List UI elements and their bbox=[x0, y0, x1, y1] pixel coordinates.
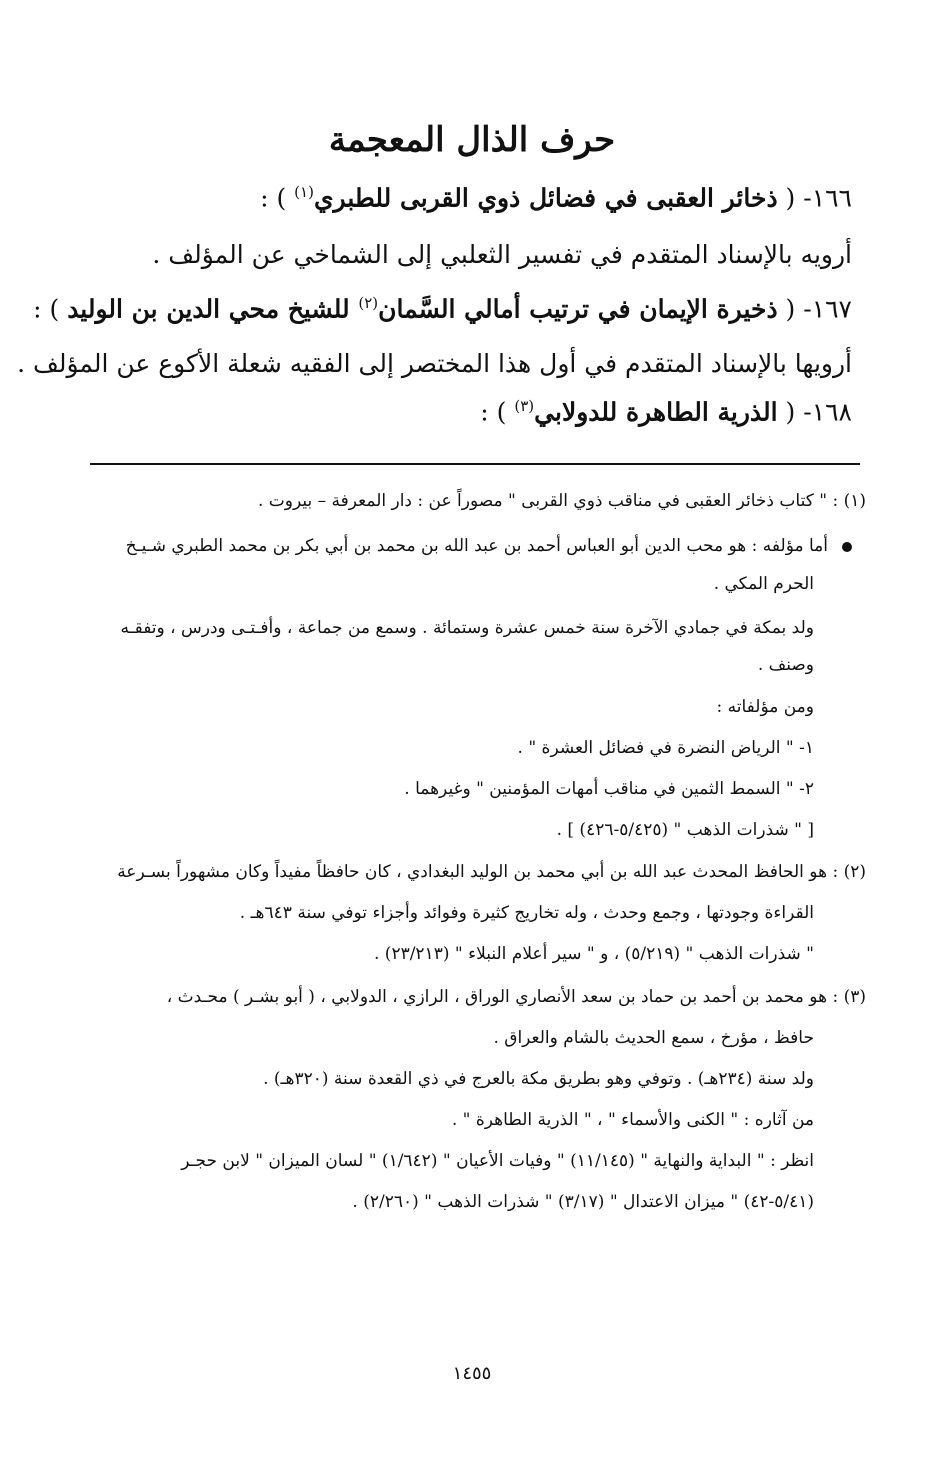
entry-167-text: أرويها بالإسناد المتقدم في أول هذا المختصر إلى الفقيه شعلة الأكوع عن المؤلف . bbox=[17, 349, 852, 378]
entry-suffix: ) : bbox=[480, 397, 515, 427]
entry-number: ١٦٦- ( bbox=[777, 183, 852, 213]
footnote-3: (٣) : هو محمد بن أحمد بن حماد بن سعد الأنصاري الوراق ، الرازي ، الدولابي ، ( أبو بشـر ) محـدث ، bbox=[166, 987, 866, 1007]
footnote-ref: (٣) bbox=[514, 397, 535, 415]
page-number: ١٤٥٥ bbox=[452, 1363, 492, 1384]
entry-suffix: ) : bbox=[33, 294, 68, 324]
footnote-list-item: ١- " الرياض النضرة في فضائل العشرة " . bbox=[517, 738, 814, 758]
footnote-list-item: ٢- " السمط الثمين في مناقب أمهات المؤمنين " وغيرهما . bbox=[404, 779, 814, 799]
entry-166-heading bbox=[92, 183, 852, 213]
footnote-line: الحرم المكي . bbox=[713, 574, 814, 594]
footnote-separator bbox=[90, 463, 860, 465]
entry-number: ١٦٧- ( bbox=[777, 294, 852, 324]
entry-number: ١٦٨- ( bbox=[777, 397, 852, 427]
footnote-line: ومن مؤلفاته : bbox=[716, 697, 814, 717]
entry-title: ذخيرة الإيمان في ترتيب أمالي السَّمان bbox=[378, 294, 778, 324]
entry-167-heading bbox=[33, 294, 852, 324]
entry-168-heading bbox=[92, 397, 852, 427]
footnote-1-author bbox=[72, 536, 852, 557]
bullet-icon bbox=[842, 542, 852, 552]
entry-166-text: أرويه بالإسناد المتقدم في تفسير الثعلبي إلى الشماخي عن المؤلف . bbox=[152, 240, 852, 269]
entry-title-author: للشيخ محي الدين بن الوليد bbox=[67, 294, 359, 324]
footnote-line: ولد سنة (٢٣٤هـ) . وتوفي وهو بطريق مكة بالعرج في ذي القعدة سنة (٣٢٠هـ) . bbox=[263, 1069, 814, 1089]
entry-suffix: ) : bbox=[260, 183, 295, 213]
footnote-2: (٢) : هو الحافظ المحدث عبد الله بن أبي محمد بن الوليد البغدادي ، كان حافظاً مفيداً وكان مشهوراً بسـرعة bbox=[117, 862, 866, 882]
footnote-line: ولد بمكة في جمادي الآخرة سنة خمس عشرة وستمائة . وسمع من جماعة ، وأفـتـى ودرس ، وتفقـه bbox=[120, 618, 814, 638]
footnote-line: حافظ ، مؤرخ ، سمع الحديث بالشام والعراق . bbox=[493, 1028, 814, 1048]
footnote-line: القراءة وجودتها ، وجمع وحدث ، وله تخاريج كثيرة وفوائد وأجزاء توفي سنة ٦٤٣هـ . bbox=[239, 903, 814, 923]
footnote-ref: (٢) bbox=[358, 294, 379, 312]
footnote-line: أما مؤلفه : هو محب الدين أبو العباس أحمد بن عبد الله بن محمد بن أبي بكر بن محمد الطبري شـيـخ bbox=[125, 536, 828, 556]
footnote-line: انظر : " البداية والنهاية " (١١/١٤٥) " وفيات الأعيان " (١/٦٤٢) " لسان الميزان " لابن حجـر bbox=[181, 1151, 814, 1171]
footnote-line: وصنف . bbox=[757, 655, 814, 675]
footnote-reference: (٥/٤١-٤٢) " ميزان الاعتدال " (٣/١٧) " شذرات الذهب " (٢/٢٦٠) . bbox=[352, 1192, 814, 1212]
footnote-ref: (١) bbox=[294, 183, 314, 201]
footnote-line: من آثاره : " الكنى والأسماء " ، " الذرية الطاهرة " . bbox=[451, 1110, 814, 1130]
entry-title: الذرية الطاهرة للدولابي bbox=[534, 397, 778, 427]
footnote-reference: " شذرات الذهب " (٥/٢١٩) ، و " سير أعلام النبلاء " (٢٣/٢١٣) . bbox=[373, 944, 814, 964]
entry-title: ذخائر العقبى في فضائل ذوي القربى للطبري bbox=[313, 183, 778, 213]
footnote-reference: [ " شذرات الذهب " (٥/٤٢٥-٤٢٦) ] . bbox=[556, 820, 814, 840]
footnote-1: (١) : " كتاب ذخائر العقبى في مناقب ذوي القربى " مصوراً عن : دار المعرفة – بيروت . bbox=[257, 491, 866, 511]
chapter-title: حرف الذال المعجمة bbox=[328, 120, 616, 160]
